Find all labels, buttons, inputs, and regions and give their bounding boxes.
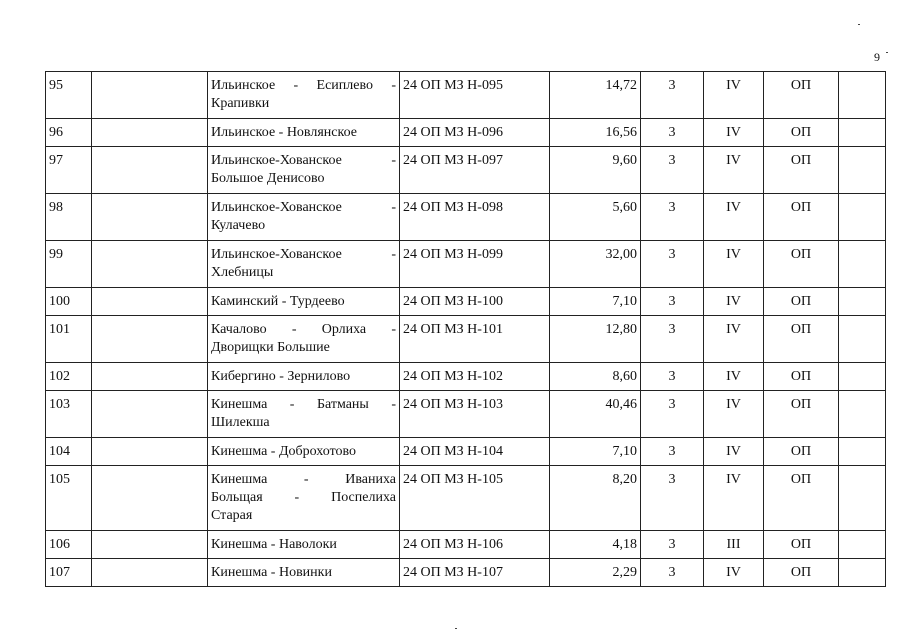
road-name-line: Старая [211, 508, 253, 523]
road-type-cell: ОП [764, 559, 839, 587]
blank-cell [92, 288, 208, 316]
table-row [46, 531, 886, 559]
table-row [46, 194, 886, 241]
blank-cell [92, 241, 208, 288]
table-row [46, 466, 886, 531]
road-name-cell [208, 119, 400, 147]
road-class-cell: III [704, 531, 764, 559]
blank-cell [92, 438, 208, 466]
table-row [46, 316, 886, 363]
road-length-cell: 32,00 [550, 241, 641, 288]
row-number-cell: 99 [46, 241, 92, 288]
road-name-line: Дворищки Большие [211, 340, 330, 355]
roads-table [45, 71, 886, 587]
road-type-cell: ОП [764, 147, 839, 194]
road-name-cell [208, 72, 400, 119]
road-name-cell [208, 288, 400, 316]
road-name-line: Кинешма - Доброхотово [211, 444, 357, 459]
road-class-cell: IV [704, 438, 764, 466]
road-name-line: Шилекша [211, 415, 270, 430]
road-name-line: Хлебницы [211, 265, 274, 280]
road-type-cell: ОП [764, 288, 839, 316]
road-length-cell: 40,46 [550, 391, 641, 438]
blank-cell [92, 391, 208, 438]
road-length-cell: 5,60 [550, 194, 641, 241]
road-class-cell: IV [704, 147, 764, 194]
blank-cell [92, 194, 208, 241]
empty-last-cell [839, 72, 886, 119]
road-name-cell [208, 316, 400, 363]
road-name-line: Ильинское-Хованское - [211, 200, 396, 215]
road-code-cell: 24 ОП МЗ Н-098 [400, 194, 550, 241]
empty-last-cell [839, 438, 886, 466]
road-type-cell: ОП [764, 72, 839, 119]
road-length-cell: 4,18 [550, 531, 641, 559]
table-row [46, 147, 886, 194]
road-name-line: Кибергино - Зернилово [211, 369, 351, 384]
road-name-line: Ильинское-Хованское - [211, 247, 396, 262]
road-category-cell: 3 [641, 391, 704, 438]
road-name-line: Ильинское-Хованское - [211, 153, 396, 168]
road-name-cell [208, 466, 400, 531]
road-type-cell: ОП [764, 363, 839, 391]
road-name-line: Качалово - Орлиха - [211, 322, 396, 337]
table-row [46, 559, 886, 587]
road-code-cell: 24 ОП МЗ Н-100 [400, 288, 550, 316]
road-name-cell [208, 241, 400, 288]
row-number-cell: 102 [46, 363, 92, 391]
page-number: 9 [874, 50, 880, 64]
road-code-cell: 24 ОП МЗ Н-105 [400, 466, 550, 531]
road-code-cell: 24 ОП МЗ Н-103 [400, 391, 550, 438]
road-code-cell: 24 ОП МЗ Н-097 [400, 147, 550, 194]
row-number-cell: 98 [46, 194, 92, 241]
empty-last-cell [839, 147, 886, 194]
road-code-cell: 24 ОП МЗ Н-102 [400, 363, 550, 391]
blank-cell [92, 316, 208, 363]
road-code-cell: 24 ОП МЗ Н-106 [400, 531, 550, 559]
road-category-cell: 3 [641, 531, 704, 559]
empty-last-cell [839, 288, 886, 316]
road-category-cell: 3 [641, 147, 704, 194]
road-name-line: Больщая - Поспелиха [211, 490, 396, 505]
road-length-cell: 9,60 [550, 147, 641, 194]
blank-cell [92, 531, 208, 559]
road-type-cell: ОП [764, 194, 839, 241]
road-name-line: Ильинское - Новлянское [211, 125, 357, 140]
road-name-line: Ильинское - Есиплево - [211, 78, 396, 93]
road-category-cell: 3 [641, 241, 704, 288]
road-category-cell: 3 [641, 363, 704, 391]
empty-last-cell [839, 531, 886, 559]
road-class-cell: IV [704, 391, 764, 438]
road-name-line: Кинешма - Иваниха [211, 472, 396, 487]
road-name-cell [208, 391, 400, 438]
road-class-cell: IV [704, 72, 764, 119]
road-name-line: Кинешма - Новинки [211, 565, 332, 580]
road-class-cell: IV [704, 288, 764, 316]
road-code-cell: 24 ОП МЗ Н-101 [400, 316, 550, 363]
blank-cell [92, 72, 208, 119]
road-class-cell: IV [704, 466, 764, 531]
road-class-cell: IV [704, 119, 764, 147]
road-name-line: Кулачево [211, 218, 266, 233]
empty-last-cell [839, 316, 886, 363]
road-code-cell: 24 ОП МЗ Н-096 [400, 119, 550, 147]
road-type-cell: ОП [764, 466, 839, 531]
road-class-cell: IV [704, 194, 764, 241]
road-name-cell [208, 531, 400, 559]
road-category-cell: 3 [641, 119, 704, 147]
empty-last-cell [839, 391, 886, 438]
empty-last-cell [839, 559, 886, 587]
empty-last-cell [839, 119, 886, 147]
row-number-cell: 96 [46, 119, 92, 147]
road-class-cell: IV [704, 316, 764, 363]
road-name-cell [208, 559, 400, 587]
row-number-cell: 100 [46, 288, 92, 316]
road-name-cell [208, 363, 400, 391]
empty-last-cell [839, 241, 886, 288]
table-row [46, 391, 886, 438]
row-number-cell: 95 [46, 72, 92, 119]
row-number-cell: 104 [46, 438, 92, 466]
blank-cell [92, 559, 208, 587]
road-length-cell: 2,29 [550, 559, 641, 587]
empty-last-cell [839, 466, 886, 531]
row-number-cell: 103 [46, 391, 92, 438]
road-code-cell: 24 ОП МЗ Н-095 [400, 72, 550, 119]
road-type-cell: ОП [764, 391, 839, 438]
row-number-cell: 106 [46, 531, 92, 559]
road-name-line: Большое Денисово [211, 171, 325, 186]
empty-last-cell [839, 363, 886, 391]
table-row [46, 363, 886, 391]
road-category-cell: 3 [641, 559, 704, 587]
road-category-cell: 3 [641, 288, 704, 316]
row-number-cell: 97 [46, 147, 92, 194]
road-length-cell: 8,60 [550, 363, 641, 391]
road-length-cell: 7,10 [550, 288, 641, 316]
scan-speck [886, 52, 888, 53]
road-length-cell: 8,20 [550, 466, 641, 531]
road-name-line: Кинешма - Наволоки [211, 537, 337, 552]
road-name-cell [208, 147, 400, 194]
road-class-cell: IV [704, 559, 764, 587]
road-length-cell: 12,80 [550, 316, 641, 363]
blank-cell [92, 119, 208, 147]
road-name-cell [208, 438, 400, 466]
road-length-cell: 16,56 [550, 119, 641, 147]
table-row [46, 288, 886, 316]
table-row [46, 119, 886, 147]
row-number-cell: 101 [46, 316, 92, 363]
road-name-line: Каминский - Турдеево [211, 294, 345, 309]
blank-cell [92, 466, 208, 531]
road-type-cell: ОП [764, 119, 839, 147]
road-category-cell: 3 [641, 72, 704, 119]
row-number-cell: 105 [46, 466, 92, 531]
scan-speck [858, 24, 860, 25]
table-row [46, 438, 886, 466]
road-category-cell: 3 [641, 316, 704, 363]
road-name-line: Крапивки [211, 96, 270, 111]
row-number-cell: 107 [46, 559, 92, 587]
road-name-cell [208, 194, 400, 241]
road-category-cell: 3 [641, 194, 704, 241]
road-length-cell: 14,72 [550, 72, 641, 119]
road-category-cell: 3 [641, 438, 704, 466]
empty-last-cell [839, 194, 886, 241]
road-code-cell: 24 ОП МЗ Н-107 [400, 559, 550, 587]
table-row [46, 241, 886, 288]
blank-cell [92, 147, 208, 194]
blank-cell [92, 363, 208, 391]
table-row [46, 72, 886, 119]
scan-speck [455, 628, 457, 629]
road-type-cell: ОП [764, 531, 839, 559]
road-code-cell: 24 ОП МЗ Н-099 [400, 241, 550, 288]
road-type-cell: ОП [764, 316, 839, 363]
road-type-cell: ОП [764, 438, 839, 466]
road-class-cell: IV [704, 241, 764, 288]
road-type-cell: ОП [764, 241, 839, 288]
road-class-cell: IV [704, 363, 764, 391]
road-length-cell: 7,10 [550, 438, 641, 466]
road-code-cell: 24 ОП МЗ Н-104 [400, 438, 550, 466]
road-category-cell: 3 [641, 466, 704, 531]
road-name-line: Кинешма - Батманы - [211, 397, 396, 412]
